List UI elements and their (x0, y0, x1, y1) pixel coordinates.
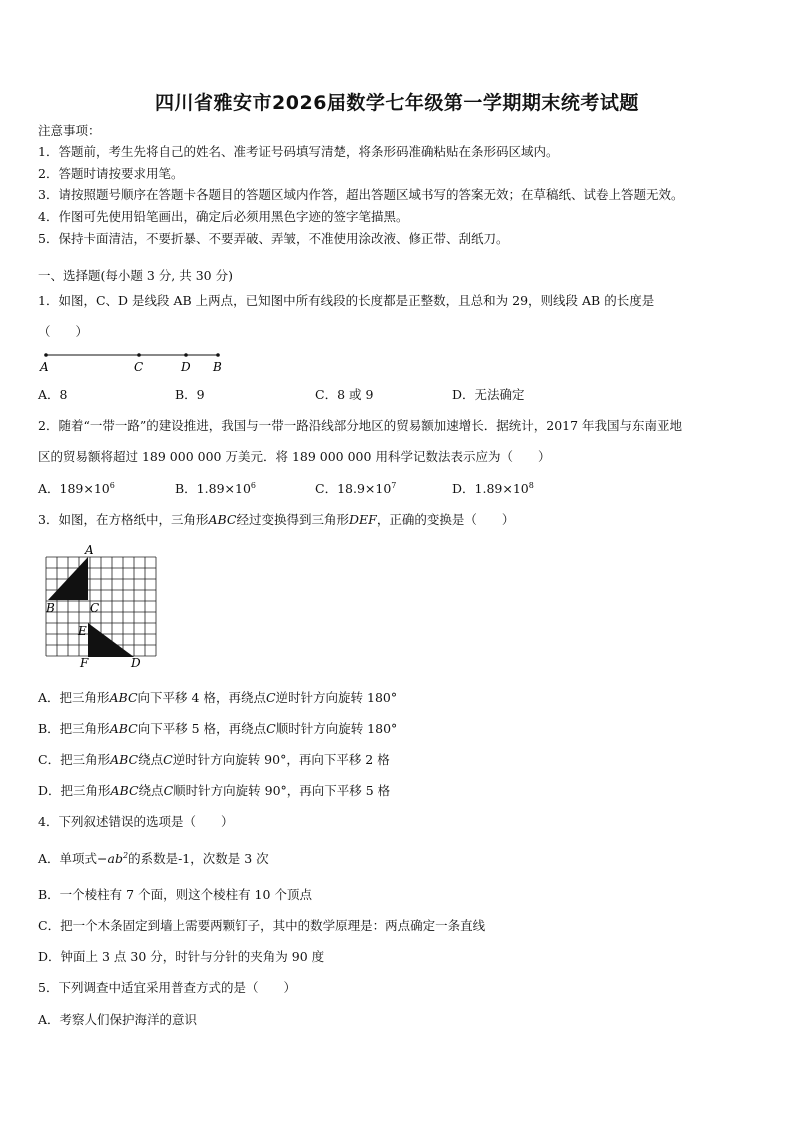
q2-option-b-exp: 6 (250, 481, 256, 490)
label-c: C (90, 601, 100, 615)
point-d (184, 353, 188, 357)
q4-option-d: D．钟面上 3 点 30 分，时针与分针的夹角为 90 度 (38, 949, 325, 964)
q3-stem-text: 3．如图，在方格纸中，三角形 (38, 512, 209, 527)
q3-option-math: ABC (110, 783, 139, 798)
q3-option-text: A．把三角形 (38, 690, 110, 705)
q3-option-math: ABC (110, 752, 139, 767)
q3-option-text: 向下平移 5 格，再绕点 (137, 721, 267, 736)
q1-option-d: D．无法确定 (452, 387, 525, 402)
q4-option-text: A．单项式 (38, 851, 98, 866)
q2-option-a (38, 479, 115, 497)
notes-list (38, 141, 683, 249)
label-b: B (213, 360, 222, 374)
q4-stem: 4．下列叙述错误的选项是（ ） (38, 814, 234, 829)
label-d: D (181, 360, 191, 374)
q3-grid-figure (38, 543, 158, 671)
q3-option-math: ABC (109, 690, 138, 705)
q3-triangle-abc: ABC (208, 512, 237, 527)
notes-item: 3．请按照题号顺序在答题卡各题目的答题区域内作答，超出答题区域书写的答案无效；在草稿纸、试卷上答题无效。 (38, 187, 684, 203)
label-e: E (78, 624, 87, 638)
q3-option-a (38, 688, 397, 706)
q2-option-c-base: C．18.9×10 (315, 481, 392, 496)
q3-option-text: 绕点 (138, 783, 164, 798)
q1-segment-figure (38, 347, 238, 377)
q1-answer-paren: （ ） (38, 324, 89, 339)
q3-stem-text: ，正确的变换是（ ） (376, 512, 515, 527)
q2-option-d-exp: 8 (528, 481, 534, 490)
q3-option-math: C (266, 721, 276, 736)
section-heading: 一、选择题(每小题 3 分, 共 30 分) (38, 268, 233, 283)
notes-item: 5．保持卡面清洁，不要折暴、不要弄破、弄皱，不准使用涂改液、修正带、刮纸刀。 (38, 230, 509, 246)
q3-option-b (38, 719, 397, 737)
label-a: A (85, 543, 94, 557)
notes-item: 4．作图可先使用铅笔画出，确定后必须用黑色字迹的签字笔描黑。 (38, 209, 409, 225)
q3-option-text: 向下平移 4 格，再绕点 (137, 690, 266, 705)
q2-option-d (452, 479, 534, 497)
point-a (44, 353, 48, 357)
label-c: C (134, 360, 144, 374)
q4-monomial-exp: 2 (122, 851, 129, 860)
q3-option-math: C (163, 783, 174, 798)
q4-option-text: 的系数是-1，次数是 3 次 (128, 851, 269, 866)
q4-monomial: −ab (97, 851, 123, 866)
q5-option-a: A．考察人们保护海洋的意识 (38, 1012, 198, 1027)
q3-option-text: B．把三角形 (38, 721, 110, 736)
q3-option-text: D．把三角形 (38, 783, 111, 798)
q3-stem (38, 510, 514, 528)
q3-option-math: C (265, 690, 276, 705)
q2-option-b-base: B．1.89×10 (175, 481, 251, 496)
label-f: F (80, 656, 89, 670)
q3-option-text: 顺时针方向旋转 90°，再向下平移 5 格 (173, 783, 391, 798)
q4-option-a (38, 849, 269, 867)
q2-option-a-exp: 6 (109, 481, 115, 490)
point-c (137, 353, 141, 357)
label-d: D (131, 656, 141, 670)
q1-option-c: C．8 或 9 (315, 387, 374, 402)
q1-stem: 1．如图，C、D 是线段 AB 上两点，已知图中所有线段的长度都是正整数，且总和为 29，则线段 AB 的长度是 (38, 293, 655, 308)
q2-option-c-exp: 7 (391, 481, 397, 490)
q4-option-b: B．一个棱柱有 7 个面，则这个棱柱有 10 个顶点 (38, 887, 312, 902)
q3-stem-text: 经过变换得到三角形 (236, 512, 349, 527)
q1-option-b: B．9 (175, 387, 205, 402)
q2-option-c (315, 479, 396, 497)
q3-option-c (38, 750, 390, 768)
q2-option-d-base: D．1.89×10 (452, 481, 529, 496)
q3-option-text: C．把三角形 (38, 752, 111, 767)
q3-option-text: 逆时针方向旋转 180° (275, 690, 398, 705)
q3-option-math: ABC (109, 721, 138, 736)
page-title: 四川省雅安市2026届数学七年级第一学期期末统考试题 (155, 92, 639, 114)
q1-option-a: A．8 (38, 387, 68, 402)
q3-option-d (38, 781, 390, 799)
label-b: B (46, 601, 55, 615)
point-b (216, 353, 220, 357)
q3-option-text: 绕点 (138, 752, 164, 767)
notes-item: 1．答题前，考生先将自己的姓名、准考证号码填写清楚，将条形码准确粘贴在条形码区域内。 (38, 144, 559, 159)
q3-triangle-def: DEF (349, 512, 377, 527)
label-a: A (40, 360, 49, 374)
q2-option-a-base: A．189×10 (38, 481, 110, 496)
q2-option-b (175, 479, 256, 497)
triangle-def (88, 623, 134, 657)
q3-option-text: 逆时针方向旋转 90°，再向下平移 2 格 (172, 752, 390, 767)
q3-option-math: C (163, 752, 173, 767)
notes-item: 2．答题时请按要求用笔。 (38, 165, 184, 181)
q5-stem: 5．下列调查中适宜采用普查方式的是（ ） (38, 980, 296, 995)
q2-stem-line2: 区的贸易额将超过 189 000 000 万美元．将 189 000 000 用科学记数法表示应为（ ） (38, 449, 551, 464)
q3-option-text: 顺时针方向旋转 180° (275, 721, 398, 736)
q2-stem-line1: 2．随着“一带一路”的建设推进，我国与一带一路沿线部分地区的贸易额加速增长．据统计，2017 年我国与东南亚地 (38, 418, 683, 433)
notes-heading: 注意事项： (38, 123, 101, 138)
q4-option-c: C．把一个木条固定到墙上需要两颗钉子，其中的数学原理是：两点确定一条直线 (38, 918, 486, 933)
